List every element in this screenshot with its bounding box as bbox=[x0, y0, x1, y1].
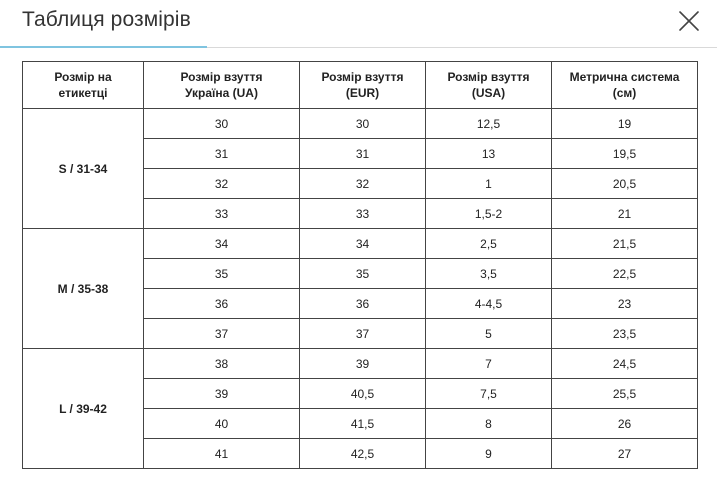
size-table bbox=[22, 61, 698, 469]
cell-usa: 8 bbox=[426, 409, 552, 439]
cell-usa: 2,5 bbox=[426, 229, 552, 259]
cell-cm: 24,5 bbox=[552, 349, 698, 379]
cell-cm: 25,5 bbox=[552, 379, 698, 409]
cell-eur: 37 bbox=[300, 319, 426, 349]
cell-cm: 23,5 bbox=[552, 319, 698, 349]
cell-ua: 31 bbox=[144, 139, 300, 169]
cell-cm: 21,5 bbox=[552, 229, 698, 259]
header-accent-line bbox=[0, 46, 207, 48]
cell-eur: 41,5 bbox=[300, 409, 426, 439]
cell-usa: 1 bbox=[426, 169, 552, 199]
cell-ua: 33 bbox=[144, 199, 300, 229]
size-group-label: L / 39-42 bbox=[23, 349, 144, 469]
size-table-wrapper bbox=[22, 61, 698, 469]
size-group-label: M / 35-38 bbox=[23, 229, 144, 349]
cell-usa: 9 bbox=[426, 439, 552, 469]
cell-ua: 32 bbox=[144, 169, 300, 199]
cell-eur: 42,5 bbox=[300, 439, 426, 469]
header-label-size: Розмір на етикетці bbox=[23, 62, 144, 109]
close-button[interactable] bbox=[677, 9, 701, 33]
cell-eur: 31 bbox=[300, 139, 426, 169]
cell-eur: 30 bbox=[300, 109, 426, 139]
cell-eur: 32 bbox=[300, 169, 426, 199]
cell-eur: 39 bbox=[300, 349, 426, 379]
cell-cm: 20,5 bbox=[552, 169, 698, 199]
table-row bbox=[23, 229, 698, 259]
cell-cm: 23 bbox=[552, 289, 698, 319]
cell-ua: 34 bbox=[144, 229, 300, 259]
cell-eur: 33 bbox=[300, 199, 426, 229]
cell-ua: 30 bbox=[144, 109, 300, 139]
cell-usa: 4-4,5 bbox=[426, 289, 552, 319]
table-row bbox=[23, 109, 698, 139]
dialog-header bbox=[0, 0, 717, 48]
cell-usa: 7,5 bbox=[426, 379, 552, 409]
cell-usa: 12,5 bbox=[426, 109, 552, 139]
cell-eur: 34 bbox=[300, 229, 426, 259]
header-ua-size: Розмір взуття Україна (UA) bbox=[144, 62, 300, 109]
cell-usa: 1,5-2 bbox=[426, 199, 552, 229]
cell-usa: 5 bbox=[426, 319, 552, 349]
cell-ua: 35 bbox=[144, 259, 300, 289]
cell-ua: 38 bbox=[144, 349, 300, 379]
cell-usa: 13 bbox=[426, 139, 552, 169]
cell-cm: 27 bbox=[552, 439, 698, 469]
cell-ua: 37 bbox=[144, 319, 300, 349]
cell-ua: 36 bbox=[144, 289, 300, 319]
cell-ua: 40 bbox=[144, 409, 300, 439]
table-header-row bbox=[23, 62, 698, 109]
cell-cm: 19 bbox=[552, 109, 698, 139]
cell-usa: 7 bbox=[426, 349, 552, 379]
cell-cm: 21 bbox=[552, 199, 698, 229]
cell-eur: 36 bbox=[300, 289, 426, 319]
cell-ua: 39 bbox=[144, 379, 300, 409]
dialog-title: Таблиця розмірів bbox=[22, 8, 191, 31]
cell-cm: 19,5 bbox=[552, 139, 698, 169]
cell-eur: 40,5 bbox=[300, 379, 426, 409]
cell-eur: 35 bbox=[300, 259, 426, 289]
header-metric-size: Метрична система (см) bbox=[552, 62, 698, 109]
size-group-label: S / 31-34 bbox=[23, 109, 144, 229]
header-usa-size: Розмір взуття (USA) bbox=[426, 62, 552, 109]
table-row bbox=[23, 349, 698, 379]
cell-ua: 41 bbox=[144, 439, 300, 469]
cell-cm: 26 bbox=[552, 409, 698, 439]
cell-usa: 3,5 bbox=[426, 259, 552, 289]
close-icon bbox=[677, 9, 701, 33]
cell-cm: 22,5 bbox=[552, 259, 698, 289]
header-eur-size: Розмір взуття (EUR) bbox=[300, 62, 426, 109]
